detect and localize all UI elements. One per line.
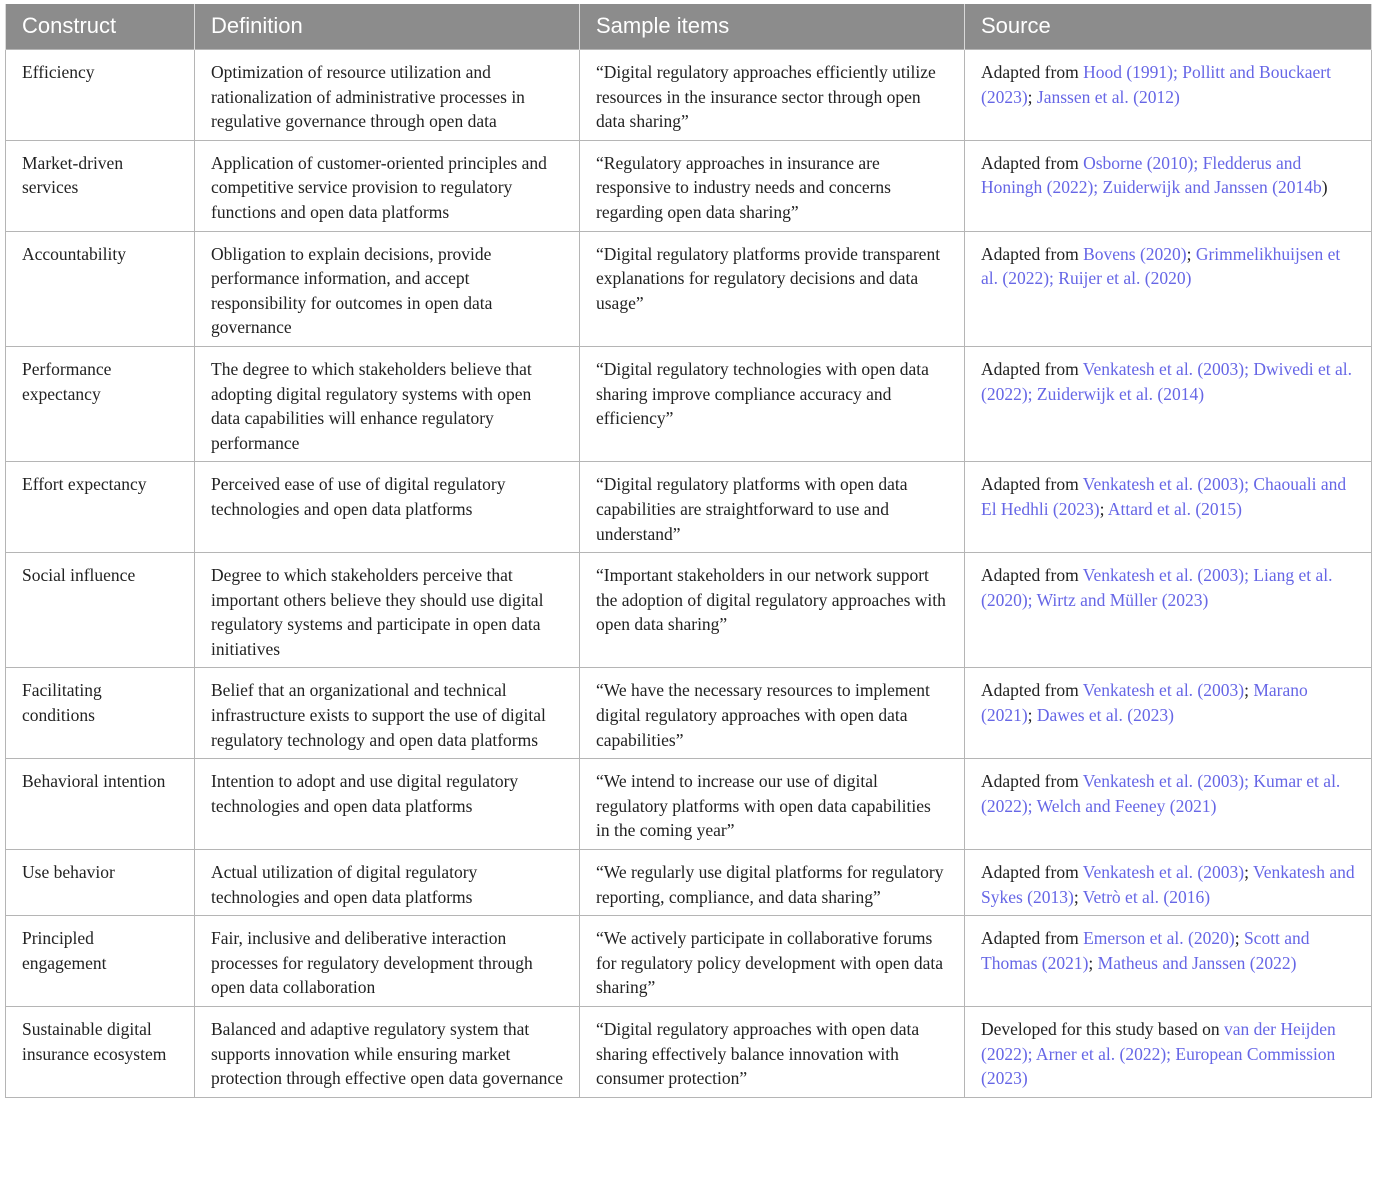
source-prefix: Adapted from (981, 358, 1083, 379)
citation-link[interactable]: Scott and Thomas (2021) (981, 928, 1310, 973)
source-prefix: Developed for this study based on (981, 1019, 1225, 1039)
source-cell (965, 50, 1372, 141)
citation-link[interactable]: Emerson et al. (2020) (1083, 928, 1235, 949)
definition-cell: Fair, inclusive and deliberative interaction processes for regulatory development through open data collaboration (195, 916, 580, 1007)
citation-link[interactable]: Venkatesh et al. (2003); Kumar et al. (2022); Welch and Feeney (2021) (981, 771, 1341, 816)
citation-link[interactable]: Matheus and Janssen (2022) (1097, 952, 1297, 973)
sample-item-cell: “We actively participate in collaborative forums for regulatory policy development with open data sharing” (580, 916, 965, 1007)
table-row (6, 231, 1372, 346)
table-row (6, 553, 1372, 668)
construct-cell: Accountability (6, 231, 195, 346)
table-row (6, 916, 1372, 1007)
source-cell (965, 759, 1372, 850)
definition-cell: Perceived ease of use of digital regulatory technologies and open data platforms (195, 462, 580, 553)
header-construct: Construct (6, 4, 195, 50)
source-cell (965, 140, 1372, 231)
source-prefix: Adapted from (981, 565, 1083, 586)
sample-item-cell: “Digital regulatory technologies with open data sharing improve compliance accuracy and efficiency” (580, 346, 965, 461)
table-row (6, 140, 1372, 231)
table-body (6, 50, 1372, 1098)
citation-link[interactable]: Venkatesh et al. (2003); Liang et al. (2020); Wirtz and Müller (2023) (981, 565, 1333, 610)
constructs-table (5, 4, 1372, 1098)
source-cell (965, 462, 1372, 553)
sample-item-cell: “We have the necessary resources to implement digital regulatory approaches with open data capabilities” (580, 668, 965, 759)
citation-link[interactable]: Marano (2021) (981, 680, 1308, 726)
sample-item-cell: “Digital regulatory platforms provide transparent explanations for regulatory decisions and data usage” (580, 231, 965, 346)
definition-cell: The degree to which stakeholders believe that adopting digital regulatory systems with open data capabilities will enhance regulatory performance (195, 346, 580, 461)
citation-separator: ; (1027, 705, 1037, 726)
table-row (6, 346, 1372, 461)
source-prefix: Adapted from (981, 152, 1084, 173)
citation-separator: ; (1099, 498, 1108, 519)
table-row (6, 1007, 1372, 1098)
construct-cell: Social influence (6, 553, 195, 668)
definition-cell: Optimization of resource utilization and rationalization of administrative processes in regulative governance through open data (195, 50, 580, 141)
header-definition: Definition (195, 4, 580, 50)
citation-link[interactable]: Venkatesh et al. (2003) (1082, 862, 1245, 883)
sample-item-cell: “Digital regulatory approaches efficiently utilize resources in the insurance sector through open data sharing” (580, 50, 965, 141)
source-cell (965, 1007, 1372, 1098)
citation-separator: ; (1244, 680, 1254, 701)
table-row (6, 50, 1372, 141)
table-header-row (6, 4, 1372, 50)
citation-link[interactable]: Venkatesh and Sykes (2013) (981, 862, 1355, 907)
citation-separator: ; (1088, 952, 1098, 973)
citation-separator: ; (1244, 862, 1254, 883)
citation-link[interactable]: Grimmelikhuijsen et al. (2022); Ruijer et al. (2020) (981, 243, 1341, 289)
source-prefix: Adapted from (981, 680, 1083, 701)
source-cell (965, 231, 1372, 346)
source-cell (965, 553, 1372, 668)
citation-link[interactable]: Venkatesh et al. (2003) (1082, 680, 1245, 701)
definition-cell: Balanced and adaptive regulatory system that supports innovation while ensuring market protection through effective open data governance (195, 1007, 580, 1098)
citation-link[interactable]: Janssen et al. (2012) (1036, 86, 1180, 107)
sample-item-cell: “We intend to increase our use of digital regulatory platforms with open data capabilities in the coming year” (580, 759, 965, 850)
citation-link[interactable]: Venkatesh et al. (2003); Dwivedi et al. (2022); Zuiderwijk et al. (2014) (981, 358, 1352, 404)
header-source: Source (965, 4, 1372, 50)
citation-separator: ; (1073, 886, 1083, 907)
definition-cell: Degree to which stakeholders perceive that important others believe they should use digital regulatory systems and participate in open data initiatives (195, 553, 580, 668)
source-prefix: Adapted from (981, 474, 1083, 495)
citation-link[interactable]: Bovens (2020) (1083, 243, 1187, 264)
citation-separator: ; (1027, 86, 1037, 107)
construct-cell: Facilitating conditions (6, 668, 195, 759)
citation-link[interactable]: Dawes et al. (2023) (1036, 705, 1174, 726)
source-cell (965, 850, 1372, 916)
citation-link[interactable]: van der Heijden (2022); Arner et al. (2022); European Commission (2023) (981, 1019, 1336, 1089)
definition-cell: Application of customer-oriented principles and competitive service provision to regulatory functions and open data platforms (195, 140, 580, 231)
source-prefix: Adapted from (981, 243, 1084, 264)
construct-cell: Market-driven services (6, 140, 195, 231)
sample-item-cell: “Regulatory approaches in insurance are responsive to industry needs and concerns regarding open data sharing” (580, 140, 965, 231)
source-cell (965, 346, 1372, 461)
construct-cell: Efficiency (6, 50, 195, 141)
definition-cell: Intention to adopt and use digital regulatory technologies and open data platforms (195, 759, 580, 850)
definition-cell: Actual utilization of digital regulatory technologies and open data platforms (195, 850, 580, 916)
source-cell (965, 668, 1372, 759)
definition-cell: Belief that an organizational and technical infrastructure exists to support the use of digital regulatory technology and open data platforms (195, 668, 580, 759)
source-prefix: Adapted from (981, 862, 1083, 883)
definition-cell: Obligation to explain decisions, provide performance information, and accept responsibility for outcomes in open data governance (195, 231, 580, 346)
citation-link[interactable]: Hood (1991); Pollitt and Bouckaert (2023) (981, 62, 1331, 107)
sample-item-cell: “Digital regulatory platforms with open data capabilities are straightforward to use and understand” (580, 462, 965, 553)
source-prefix: Adapted from (981, 62, 1084, 82)
citation-link[interactable]: Vetrò et al. (2016) (1082, 886, 1211, 907)
header-sample-items: Sample items (580, 4, 965, 50)
construct-cell: Behavioral intention (6, 759, 195, 850)
citation-separator: ) (1321, 177, 1328, 198)
source-cell (965, 916, 1372, 1007)
sample-item-cell: “Digital regulatory approaches with open data sharing effectively balance innovation with consumer protection” (580, 1007, 965, 1098)
citation-link[interactable]: Osborne (2010); Fledderus and Honingh (2022); Zuiderwijk and Janssen (2014b (981, 152, 1322, 198)
source-prefix: Adapted from (981, 771, 1083, 792)
citation-separator: ; (1186, 243, 1196, 264)
table-row (6, 850, 1372, 916)
construct-cell: Principled engagement (6, 916, 195, 1007)
source-prefix: Adapted from (981, 928, 1084, 949)
construct-cell: Sustainable digital insurance ecosystem (6, 1007, 195, 1098)
table-row (6, 759, 1372, 850)
citation-link[interactable]: Venkatesh et al. (2003); Chaouali and El Hedhli (2023) (981, 474, 1347, 519)
construct-cell: Use behavior (6, 850, 195, 916)
table-row (6, 668, 1372, 759)
table-row (6, 462, 1372, 553)
sample-item-cell: “We regularly use digital platforms for regulatory reporting, compliance, and data sharing” (580, 850, 965, 916)
construct-cell: Effort expectancy (6, 462, 195, 553)
citation-link[interactable]: Attard et al. (2015) (1107, 498, 1242, 519)
sample-item-cell: “Important stakeholders in our network support the adoption of digital regulatory approaches with open data sharing” (580, 553, 965, 668)
citation-separator: ; (1234, 928, 1244, 949)
construct-cell: Performance expectancy (6, 346, 195, 461)
